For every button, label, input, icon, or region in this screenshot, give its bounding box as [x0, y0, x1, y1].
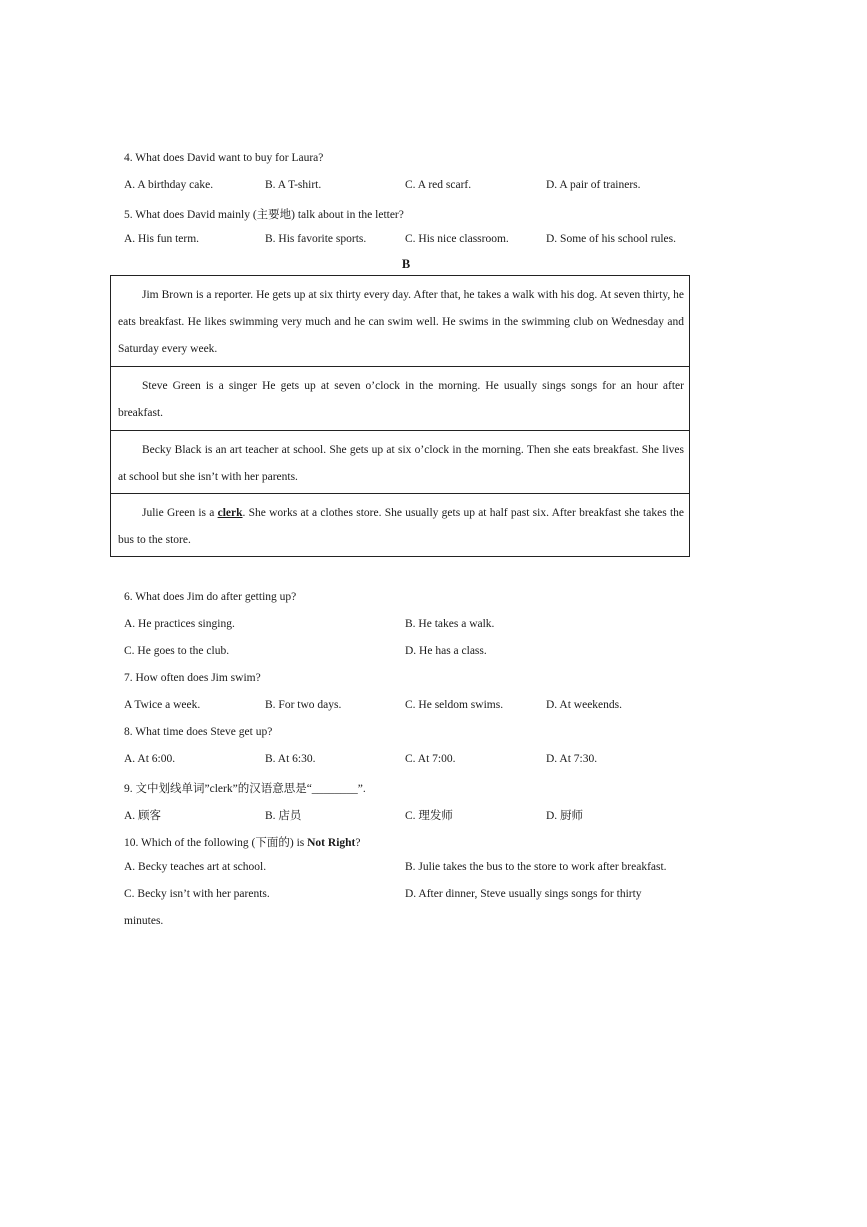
q4-option-a: A. A birthday cake. [124, 179, 214, 191]
q9-option-b: B. 店员 [265, 810, 302, 822]
passage-jim-text: Jim Brown is a reporter. He gets up at six thirty every day. After that, he takes a walk with his dog. At seven thirty, he eats breakfast. He likes swimming very much and he can swim well. He swims in the swimming club on Wednesday and Saturday every week. [118, 289, 684, 355]
q10-option-b: B. Julie takes the bus to the store to work after breakfast. [405, 861, 667, 873]
question-8: 8. What time does Steve get up? [124, 726, 273, 738]
passage-julie [111, 494, 689, 556]
passage-becky [111, 431, 689, 494]
section-b-title: B [401, 257, 411, 271]
q5-option-a: A. His fun term. [124, 233, 200, 245]
question-9: 9. 文中划线单词”clerk”的汉语意思是“________”. [124, 783, 366, 795]
q7-option-a: A Twice a week. [124, 699, 201, 711]
passage-becky-text: Becky Black is an art teacher at school. She gets up at six o’clock in the morning. Then she eats breakfast. She lives at school but she isn’t with her parents. [118, 444, 684, 483]
passage-jim [111, 276, 689, 367]
question-5: 5. What does David mainly (主要地) talk about in the letter? [124, 209, 404, 221]
q5-option-d: D. Some of his school rules. [546, 233, 677, 245]
q9-option-d: D. 厨师 [546, 810, 584, 822]
q7-option-d: D. At weekends. [546, 699, 623, 711]
q8-option-d: D. At 7:30. [546, 753, 598, 765]
question-4: 4. What does David want to buy for Laura? [124, 152, 324, 164]
passage-table [110, 275, 690, 557]
passage-steve [111, 367, 689, 431]
q9-option-a: A. 顾客 [124, 810, 162, 822]
q8-option-c: C. At 7:00. [405, 753, 456, 765]
q8-option-a: A. At 6:00. [124, 753, 176, 765]
q6-option-b: B. He takes a walk. [405, 618, 495, 630]
q4-option-d: D. A pair of trainers. [546, 179, 641, 191]
q4-option-c: C. A red scarf. [405, 179, 472, 191]
question-7: 7. How often does Jim swim? [124, 672, 261, 684]
q9-option-c: C. 理发师 [405, 810, 453, 822]
q7-option-b: B. For two days. [265, 699, 342, 711]
question-10 [124, 834, 360, 850]
q6-option-c: C. He goes to the club. [124, 645, 230, 657]
underlined-word-clerk: clerk [217, 507, 243, 519]
question-10-end: ? [355, 837, 361, 849]
q8-option-b: B. At 6:30. [265, 753, 316, 765]
q10-option-d: D. After dinner, Steve usually sings songs for thirty [405, 888, 642, 900]
question-10-text: 10. Which of the following (下面的) is [124, 837, 308, 849]
q10-option-d-continuation: minutes. [124, 915, 164, 927]
passage-julie-text-before: Julie Green is a [142, 507, 218, 519]
q6-option-d: D. He has a class. [405, 645, 487, 657]
passage-julie-text-after: . She works at a clothes store. She usually gets up at half past six. After breakfast she takes the bus to the store. [118, 507, 684, 546]
q5-option-c: C. His nice classroom. [405, 233, 509, 245]
q5-option-b: B. His favorite sports. [265, 233, 367, 245]
q10-option-a: A. Becky teaches art at school. [124, 861, 267, 873]
q6-option-a: A. He practices singing. [124, 618, 235, 630]
q4-option-b: B. A T-shirt. [265, 179, 322, 191]
question-10-emphasis: Not Right [307, 837, 356, 849]
question-6: 6. What does Jim do after getting up? [124, 591, 297, 603]
q7-option-c: C. He seldom swims. [405, 699, 504, 711]
passage-steve-text: Steve Green is a singer He gets up at seven o’clock in the morning. He usually sings songs for an hour after breakfast. [118, 380, 684, 419]
q10-option-c: C. Becky isn’t with her parents. [124, 888, 270, 900]
